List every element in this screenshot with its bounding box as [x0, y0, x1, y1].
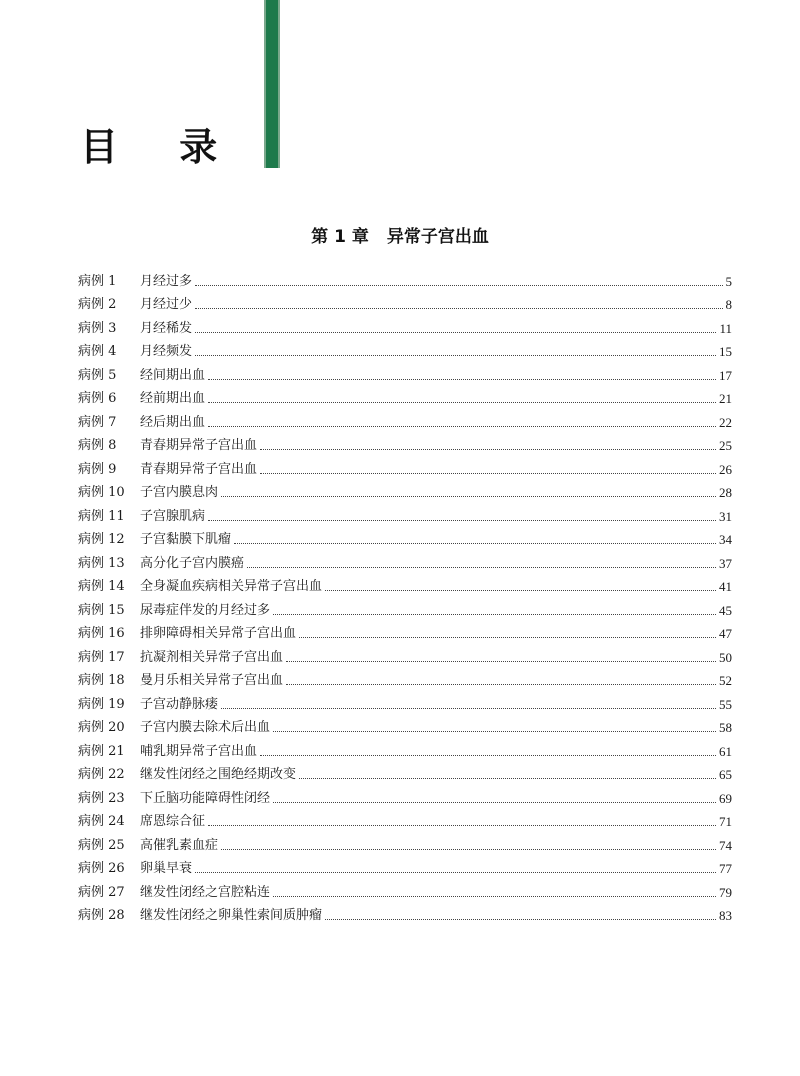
- entry-page-number: 41: [719, 579, 732, 594]
- entry-label: 病例 20: [78, 720, 125, 735]
- entry-page-number: 55: [719, 696, 732, 712]
- entry-label: 病例 25: [78, 837, 125, 853]
- entry-title[interactable]: 继发性闭经之围绝经期改变: [140, 767, 297, 782]
- entry-label: 病例 2: [78, 297, 117, 312]
- entry-label: 病例 28: [78, 908, 125, 923]
- entry-page-number: 45: [719, 602, 732, 618]
- chapter-number: 第 1 章: [311, 227, 369, 247]
- entry-title[interactable]: 子宫内膜去除术后出血: [140, 720, 271, 735]
- entry-label: 病例 12: [78, 532, 125, 547]
- entry-label: 病例 5: [78, 367, 117, 383]
- chapter-heading: [0, 222, 800, 247]
- entry-title[interactable]: 经前期出血: [140, 391, 206, 406]
- toc-entry[interactable]: [78, 760, 732, 784]
- entry-label: 病例 1: [78, 273, 117, 289]
- entry-label: 病例 7: [78, 414, 117, 430]
- entry-label: 病例 15: [78, 602, 125, 618]
- dot-leader: [208, 379, 716, 380]
- entry-title[interactable]: 月经过少: [140, 297, 193, 312]
- toc-entry[interactable]: [78, 807, 732, 831]
- entry-title[interactable]: 子宫腺肌病: [140, 508, 206, 524]
- entry-title[interactable]: 排卵障碍相关异常子宫出血: [140, 626, 297, 641]
- toc-entry[interactable]: [78, 713, 732, 737]
- page-title: 目 录: [80, 125, 242, 169]
- entry-title[interactable]: 继发性闭经之卵巢性索间质肿瘤: [140, 908, 323, 923]
- entry-label: 病例 9: [78, 461, 117, 477]
- dot-leader: [195, 285, 722, 286]
- toc-entry[interactable]: [78, 901, 732, 925]
- dot-leader: [221, 496, 716, 497]
- toc-entry[interactable]: [78, 854, 732, 878]
- toc-entry[interactable]: [78, 454, 732, 478]
- entry-page-number: 47: [719, 626, 732, 641]
- entry-title[interactable]: 青春期异常子宫出血: [140, 461, 258, 477]
- entry-page-number: 65: [719, 767, 732, 782]
- toc-entry[interactable]: [78, 337, 732, 361]
- entry-title[interactable]: 卵巢早衰: [140, 861, 193, 876]
- toc-entry[interactable]: [78, 266, 732, 290]
- entry-page-number: 77: [719, 861, 732, 876]
- entry-title[interactable]: 青春期异常子宫出血: [140, 438, 258, 453]
- dot-leader: [208, 426, 716, 427]
- entry-page-number: 52: [719, 673, 732, 688]
- entry-title[interactable]: 曼月乐相关异常子宫出血: [140, 673, 284, 688]
- entry-title[interactable]: 月经过多: [140, 273, 193, 289]
- entry-title[interactable]: 月经稀发: [140, 320, 193, 336]
- toc-entry[interactable]: [78, 783, 732, 807]
- entry-page-number: 25: [719, 438, 732, 453]
- toc-entry[interactable]: [78, 384, 732, 408]
- toc-entry[interactable]: [78, 642, 732, 666]
- dot-leader: [286, 661, 716, 662]
- entry-title[interactable]: 席恩综合征: [140, 814, 206, 829]
- entry-page-number: 71: [719, 814, 732, 829]
- entry-label: 病例 19: [78, 696, 125, 712]
- dot-leader: [208, 520, 716, 521]
- entry-title[interactable]: 高催乳素血症: [140, 837, 219, 853]
- entry-title[interactable]: 高分化子宫内膜癌: [140, 555, 245, 571]
- entry-page-number: 5: [725, 273, 732, 289]
- toc-entry[interactable]: [78, 290, 732, 314]
- toc-entry[interactable]: [78, 431, 732, 455]
- entry-label: 病例 8: [78, 438, 117, 453]
- toc-entry[interactable]: [78, 407, 732, 431]
- dot-leader: [273, 614, 716, 615]
- entry-page-number: 21: [719, 391, 732, 406]
- entry-label: 病例 14: [78, 579, 125, 594]
- entry-page-number: 15: [719, 344, 732, 359]
- entry-title[interactable]: 全身凝血疾病相关异常子宫出血: [140, 579, 323, 594]
- dot-leader: [195, 332, 716, 333]
- toc-entry[interactable]: [78, 736, 732, 760]
- entry-page-number: 74: [719, 837, 732, 853]
- entry-label: 病例 4: [78, 344, 117, 359]
- table-of-contents: [78, 266, 732, 924]
- entry-title[interactable]: 抗凝剂相关异常子宫出血: [140, 649, 284, 665]
- dot-leader: [273, 731, 716, 732]
- entry-title[interactable]: 子宫内膜息肉: [140, 485, 219, 500]
- entry-page-number: 22: [719, 414, 732, 430]
- decorative-green-bar: [264, 0, 280, 168]
- entry-page-number: 8: [725, 297, 732, 312]
- entry-label: 病例 18: [78, 673, 125, 688]
- toc-entry[interactable]: [78, 689, 732, 713]
- dot-leader: [299, 637, 716, 638]
- dot-leader: [195, 355, 716, 356]
- dot-leader: [221, 849, 716, 850]
- dot-leader: [234, 543, 716, 544]
- dot-leader: [286, 684, 716, 685]
- toc-entry[interactable]: [78, 572, 732, 596]
- entry-page-number: 79: [719, 884, 732, 900]
- entry-label: 病例 17: [78, 649, 125, 665]
- dot-leader: [299, 778, 716, 779]
- toc-entry[interactable]: [78, 666, 732, 690]
- dot-leader: [260, 755, 716, 756]
- entry-title[interactable]: 子宫动静脉瘘: [140, 696, 219, 712]
- entry-title[interactable]: 继发性闭经之宫腔粘连: [140, 884, 271, 900]
- dot-leader: [208, 402, 716, 403]
- entry-label: 病例 21: [78, 743, 125, 759]
- entry-page-number: 58: [719, 720, 732, 735]
- entry-label: 病例 10: [78, 485, 125, 500]
- dot-leader: [208, 825, 716, 826]
- entry-label: 病例 16: [78, 626, 125, 641]
- entry-page-number: 31: [719, 508, 732, 524]
- toc-entry[interactable]: [78, 501, 732, 525]
- entry-page-number: 11: [719, 320, 732, 336]
- dot-leader: [260, 449, 716, 450]
- dot-leader: [247, 567, 716, 568]
- entry-title[interactable]: 月经频发: [140, 344, 193, 359]
- entry-title[interactable]: 经间期出血: [140, 367, 206, 383]
- toc-entry[interactable]: [78, 360, 732, 384]
- entry-label: 病例 26: [78, 861, 125, 876]
- dot-leader: [221, 708, 716, 709]
- entry-label: 病例 3: [78, 320, 117, 336]
- entry-title[interactable]: 子宫黏膜下肌瘤: [140, 532, 232, 547]
- dot-leader: [260, 473, 716, 474]
- entry-title[interactable]: 尿毒症伴发的月经过多: [140, 602, 271, 618]
- entry-page-number: 26: [719, 461, 732, 477]
- entry-label: 病例 13: [78, 555, 125, 571]
- toc-entry[interactable]: [78, 313, 732, 337]
- entry-label: 病例 23: [78, 790, 125, 806]
- toc-entry[interactable]: [78, 877, 732, 901]
- entry-title[interactable]: 经后期出血: [140, 414, 206, 430]
- entry-page-number: 69: [719, 790, 732, 806]
- entry-page-number: 17: [719, 367, 732, 383]
- dot-leader: [273, 896, 716, 897]
- dot-leader: [195, 872, 716, 873]
- dot-leader: [195, 308, 722, 309]
- entry-page-number: 34: [719, 532, 732, 547]
- entry-page-number: 28: [719, 485, 732, 500]
- entry-page-number: 83: [719, 908, 732, 923]
- dot-leader: [325, 919, 716, 920]
- toc-entry[interactable]: [78, 619, 732, 643]
- toc-entry[interactable]: [78, 478, 732, 502]
- entry-page-number: 61: [719, 743, 732, 759]
- toc-entry[interactable]: [78, 830, 732, 854]
- dot-leader: [273, 802, 716, 803]
- toc-entry[interactable]: [78, 525, 732, 549]
- entry-page-number: 50: [719, 649, 732, 665]
- entry-page-number: 37: [719, 555, 732, 571]
- toc-entry[interactable]: [78, 548, 732, 572]
- entry-label: 病例 6: [78, 391, 117, 406]
- entry-label: 病例 24: [78, 814, 125, 829]
- toc-entry[interactable]: [78, 595, 732, 619]
- entry-label: 病例 11: [78, 508, 125, 524]
- entry-title[interactable]: 哺乳期异常子宫出血: [140, 743, 258, 759]
- entry-label: 病例 22: [78, 767, 125, 782]
- dot-leader: [325, 590, 716, 591]
- entry-title[interactable]: 下丘脑功能障碍性闭经: [140, 790, 271, 806]
- entry-label: 病例 27: [78, 884, 125, 900]
- chapter-title: 异常子宫出血: [386, 227, 489, 247]
